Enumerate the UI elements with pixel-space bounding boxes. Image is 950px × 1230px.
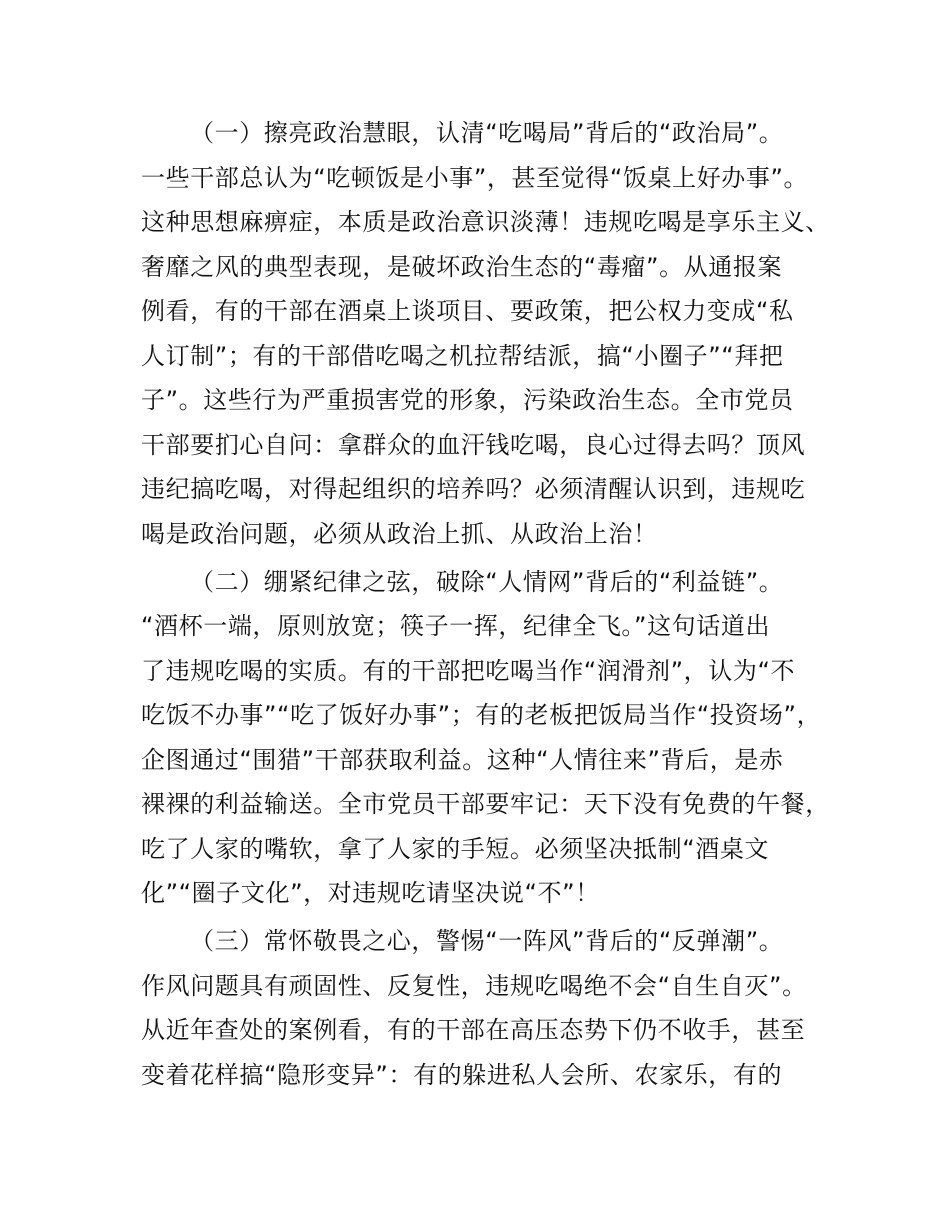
text-line: 企图通过“围猎”干部获取利益。这种“人情往来”背后，是赤 bbox=[141, 746, 784, 774]
text-line: 从近年查处的案例看，有的干部在高压态势下仍不收手，甚至 bbox=[141, 1016, 806, 1044]
text-line: 人订制”；有的干部借吃喝之机拉帮结派，搞“小圈子”“拜把 bbox=[141, 342, 784, 370]
text-line: 吃饭不办事”“吃了饭好办事”；有的老板把饭局当作“投资场”， bbox=[141, 701, 822, 729]
text-line: 子”。这些行为严重损害党的形象，污染政治生态。全市党员 bbox=[141, 386, 794, 414]
text-line: 这种思想麻痹症，本质是政治意识淡薄！违规吃喝是享乐主义、 bbox=[141, 208, 830, 236]
paragraph-2-heading: （二）绷紧纪律之弦，破除“人情网”背后的“利益链”。 bbox=[190, 568, 784, 596]
paragraph-3-heading: （三）常怀敬畏之心，警惕“一阵风”背后的“反弹潮”。 bbox=[190, 927, 784, 955]
text-line: 喝是政治问题，必须从政治上抓、从政治上治！ bbox=[141, 520, 658, 548]
text-line: 作风问题具有顽固性、反复性，违规吃喝绝不会“自生自灭”。 bbox=[141, 972, 807, 1000]
text-line: 了违规吃喝的实质。有的干部把吃喝当作“润滑剂”，认为“不 bbox=[141, 657, 796, 685]
text-line: 违纪搞吃喝，对得起组织的培养吗？必须清醒认识到，违规吃 bbox=[141, 475, 806, 503]
text-line: 一些干部总认为“吃顿饭是小事”，甚至觉得“饭桌上好办事”。 bbox=[141, 164, 809, 192]
text-line: 吃了人家的嘴软，拿了人家的手短。必须坚决抵制“酒桌文 bbox=[141, 835, 770, 863]
text-line: 干部要扪心自问：拿群众的血汗钱吃喝，良心过得去吗？顶风 bbox=[141, 431, 806, 459]
text-line: 奢靡之风的典型表现，是破坏政治生态的“毒瘤”。从通报案 bbox=[141, 253, 783, 281]
text-line: 化”“圈子文化”，对违规吃请坚决说“不”！ bbox=[141, 879, 600, 907]
text-line: 例看，有的干部在酒桌上谈项目、要政策，把公权力变成“私 bbox=[141, 297, 794, 325]
paragraph-1-heading: （一）擦亮政治慧眼，认清“吃喝局”背后的“政治局”。 bbox=[190, 119, 784, 147]
text-line: 裸裸的利益输送。全市党员干部要牢记：天下没有免费的午餐， bbox=[141, 790, 830, 818]
text-line: 变着花样搞“隐形变异”：有的躲进私人会所、农家乐，有的 bbox=[141, 1061, 783, 1089]
text-line: “酒杯一端，原则放宽；筷子一挥，纪律全飞。”这句话道出 bbox=[141, 612, 771, 640]
